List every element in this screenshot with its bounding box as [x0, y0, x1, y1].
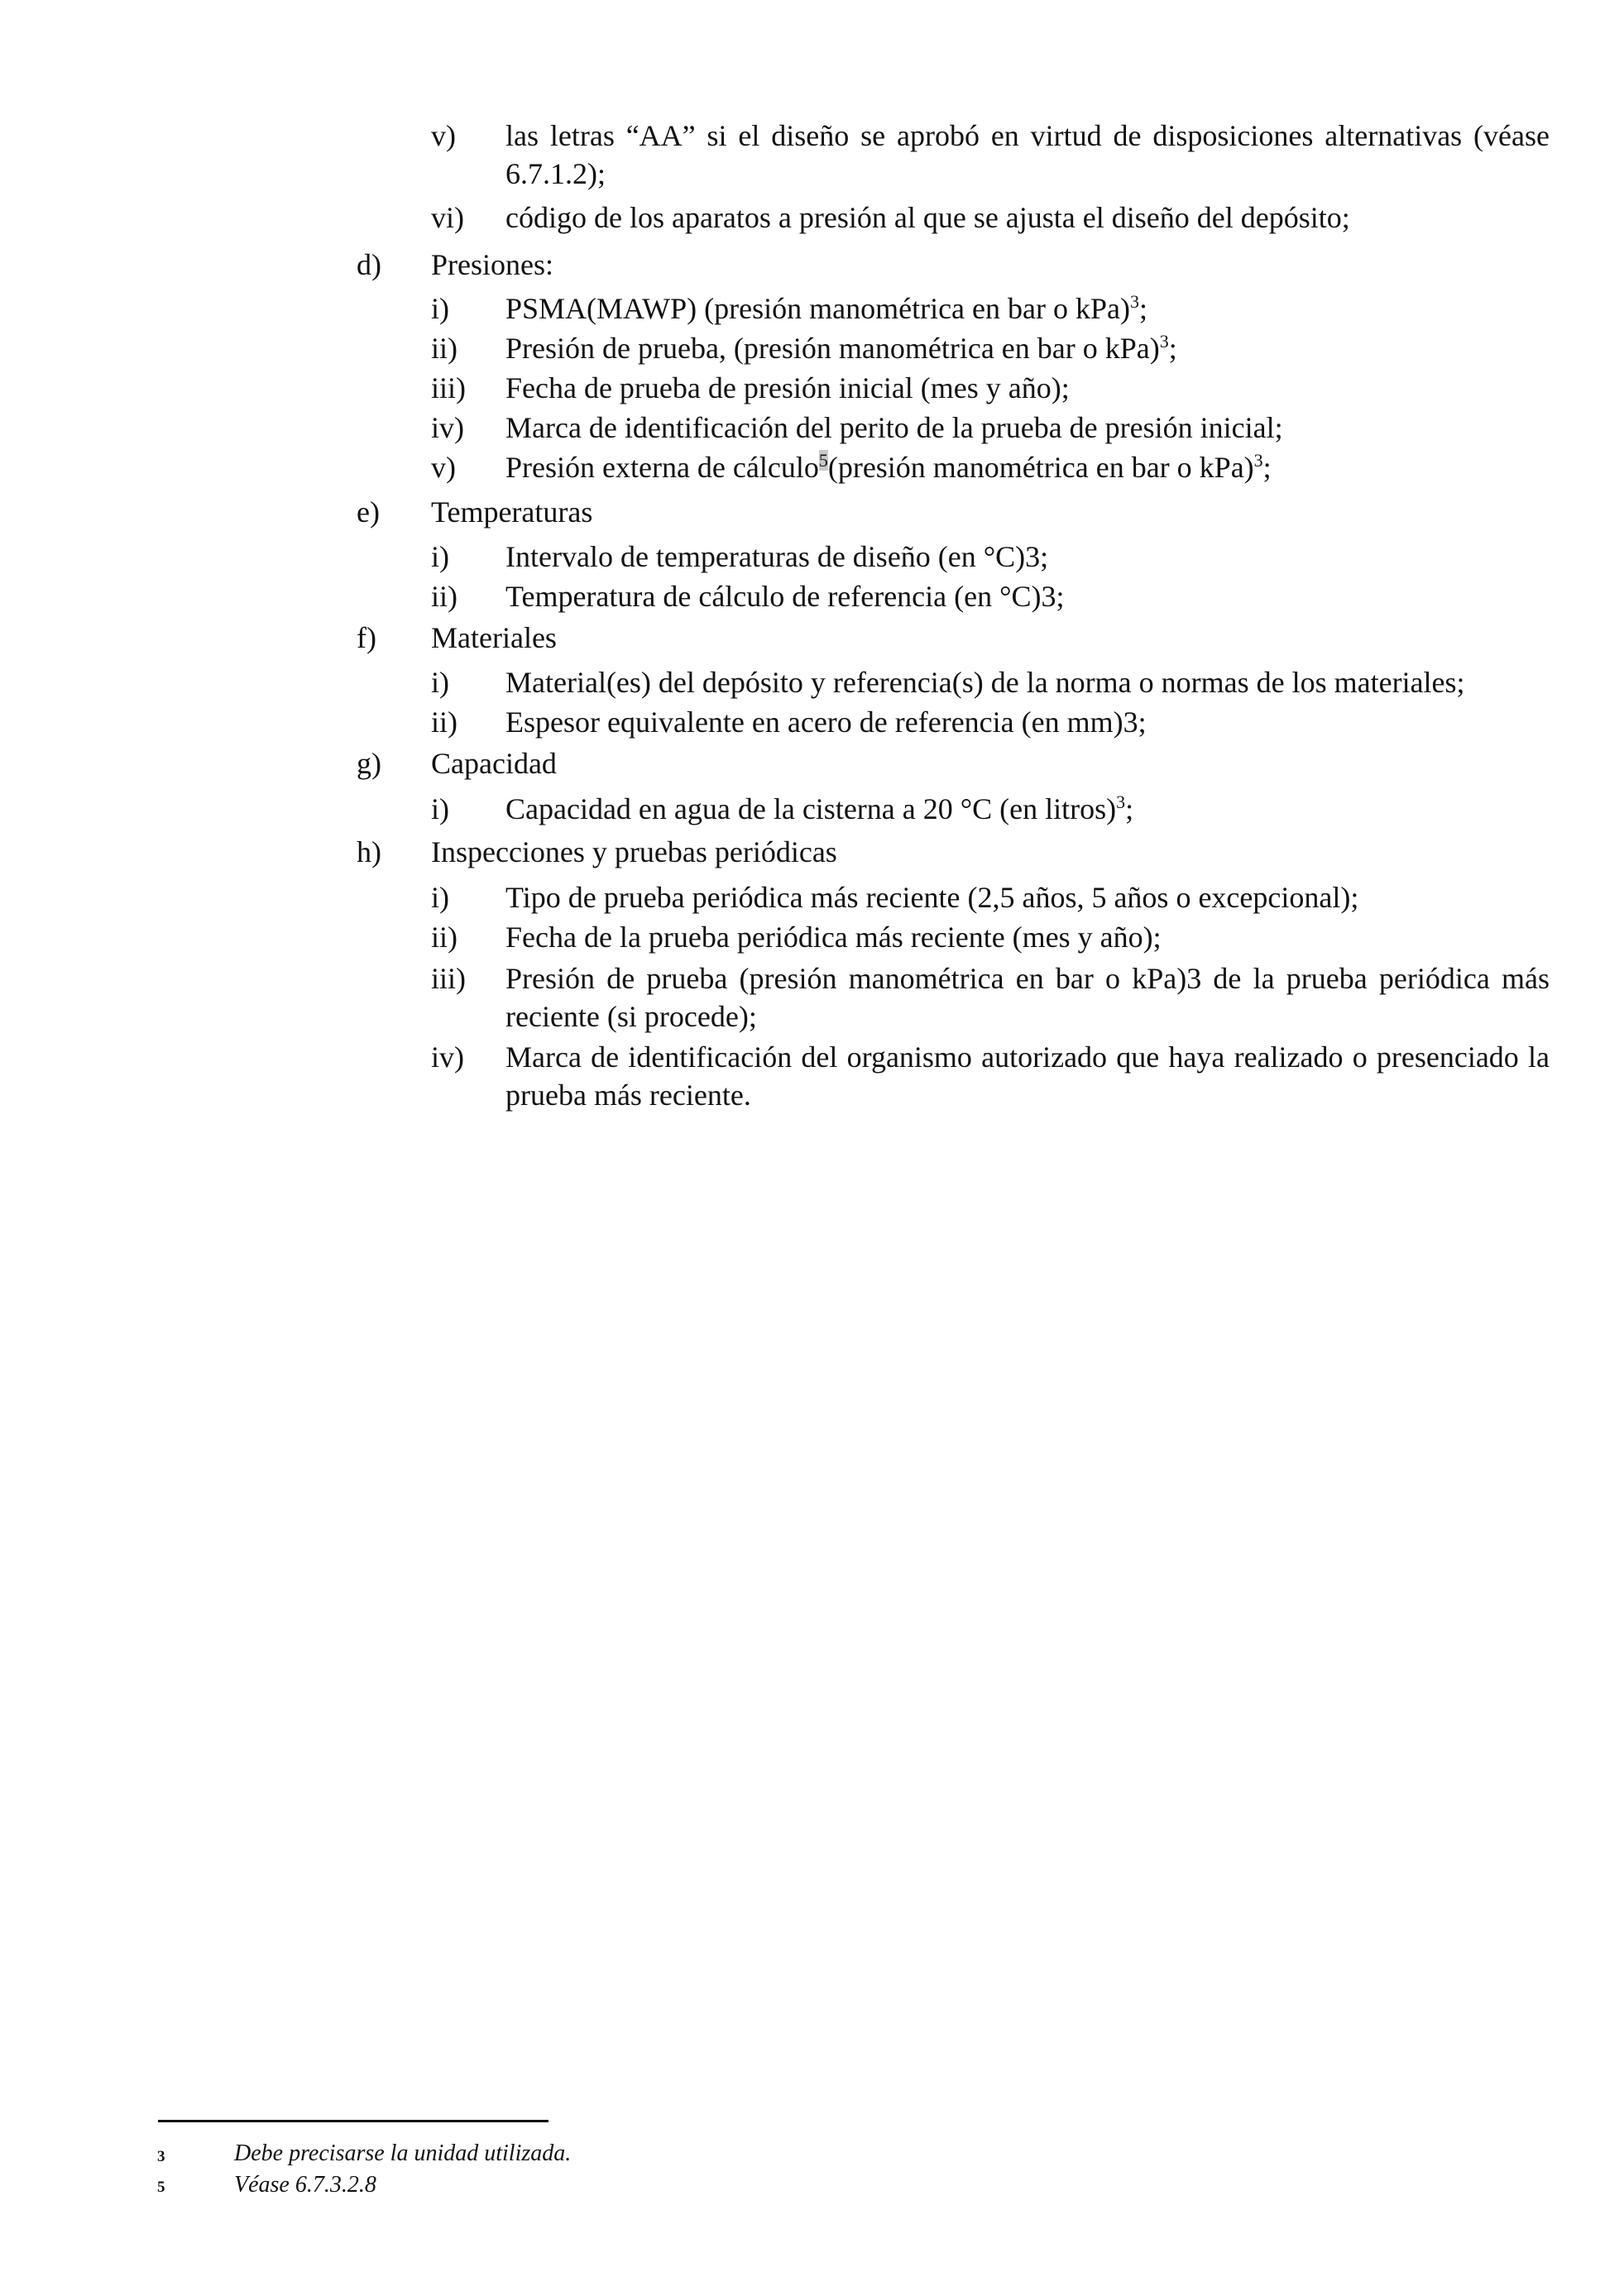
list-label: vi) — [431, 201, 464, 234]
section-heading: Capacidad — [431, 747, 557, 780]
section-heading: Presiones: — [431, 248, 553, 281]
section-label: e) — [357, 495, 380, 529]
list-label: ii) — [431, 580, 457, 613]
list-label: iii) — [431, 371, 466, 404]
list-item-text: Material(es) del depósito y referencia(s) de la norma o normas de los materiales; — [505, 666, 1465, 699]
footnote-ref: 3 — [1253, 450, 1263, 471]
section-heading: Materiales — [431, 621, 557, 654]
list-item-text: PSMA(MAWP) (presión manométrica en bar o kPa)$^3$; — [505, 291, 1147, 325]
list-item-text: código de los aparatos a presión al que se ajusta el diseño del depósito; — [505, 201, 1350, 234]
footnote-ref[interactable]: 5 — [818, 450, 828, 471]
list-item-text: Marca de identificación del perito de la prueba de presión inicial; — [505, 411, 1283, 444]
footnote-text: Véase 6.7.3.2.8 — [234, 2172, 376, 2198]
footnote-ref: 3 — [1116, 792, 1126, 812]
list-item-text: Espesor equivalente en acero de referencia (en mm)3; — [505, 706, 1147, 739]
footnote-number: 5 — [157, 2179, 165, 2196]
section-heading: Inspecciones y pruebas periódicas — [431, 835, 837, 868]
list-label: i) — [431, 666, 449, 699]
footnote-ref: 3 — [1129, 291, 1139, 312]
list-label: ii) — [431, 332, 457, 365]
list-item-text: Capacidad en agua de la cisterna a 20 °C (en litros)$^3$; — [505, 792, 1134, 825]
list-item-text: Presión de prueba, (presión manométrica en bar o kPa)$^3$; — [505, 331, 1177, 365]
list-item-text: Fecha de la prueba periódica más reciente (mes y año); — [505, 921, 1162, 954]
list-label: ii) — [431, 921, 457, 954]
footnote-separator — [158, 2120, 549, 2122]
footnote-text: Debe precisarse la unidad utilizada. — [234, 2141, 572, 2166]
list-label: iv) — [431, 411, 464, 444]
list-label: i) — [431, 881, 449, 914]
list-item-text: Tipo de prueba periódica más reciente (2,5 años, 5 años o excepcional); — [505, 881, 1359, 914]
list-label: i) — [431, 792, 449, 825]
section-heading: Temperaturas — [431, 495, 593, 529]
list-item-text: las letras “AA” si el diseño se aprobó en virtud de disposiciones alternativas (véase 6.7.1.2); — [505, 119, 1550, 190]
list-item-text: Temperatura de cálculo de referencia (en °C)3; — [505, 580, 1065, 613]
list-label: iv) — [431, 1040, 464, 1074]
footnote-number: 3 — [157, 2148, 165, 2165]
list-label: v) — [431, 119, 456, 152]
section-label: h) — [357, 835, 381, 868]
list-label: iii) — [431, 962, 466, 995]
list-item-text: Marca de identificación del organismo autorizado que haya realizado o presenciado la prueba más reciente. — [505, 1040, 1550, 1112]
list-label: v) — [431, 451, 456, 484]
list-item-text: Presión externa de cálculo$^5$(presión manométrica en bar o kPa)$^3$; — [505, 450, 1272, 484]
section-label: d) — [357, 248, 381, 281]
list-item-text: Intervalo de temperaturas de diseño (en °C)3; — [505, 540, 1049, 573]
list-label: i) — [431, 292, 449, 325]
section-label: f) — [357, 621, 376, 654]
list-item-text: Presión de prueba (presión manométrica en bar o kPa)3 de la prueba periódica más reciente (si procede); — [505, 962, 1550, 1033]
list-label: ii) — [431, 706, 457, 739]
list-label: i) — [431, 540, 449, 573]
list-item-text: Fecha de prueba de presión inicial (mes y año); — [505, 371, 1070, 404]
section-label: g) — [357, 747, 381, 780]
footnote-ref: 3 — [1159, 331, 1169, 352]
